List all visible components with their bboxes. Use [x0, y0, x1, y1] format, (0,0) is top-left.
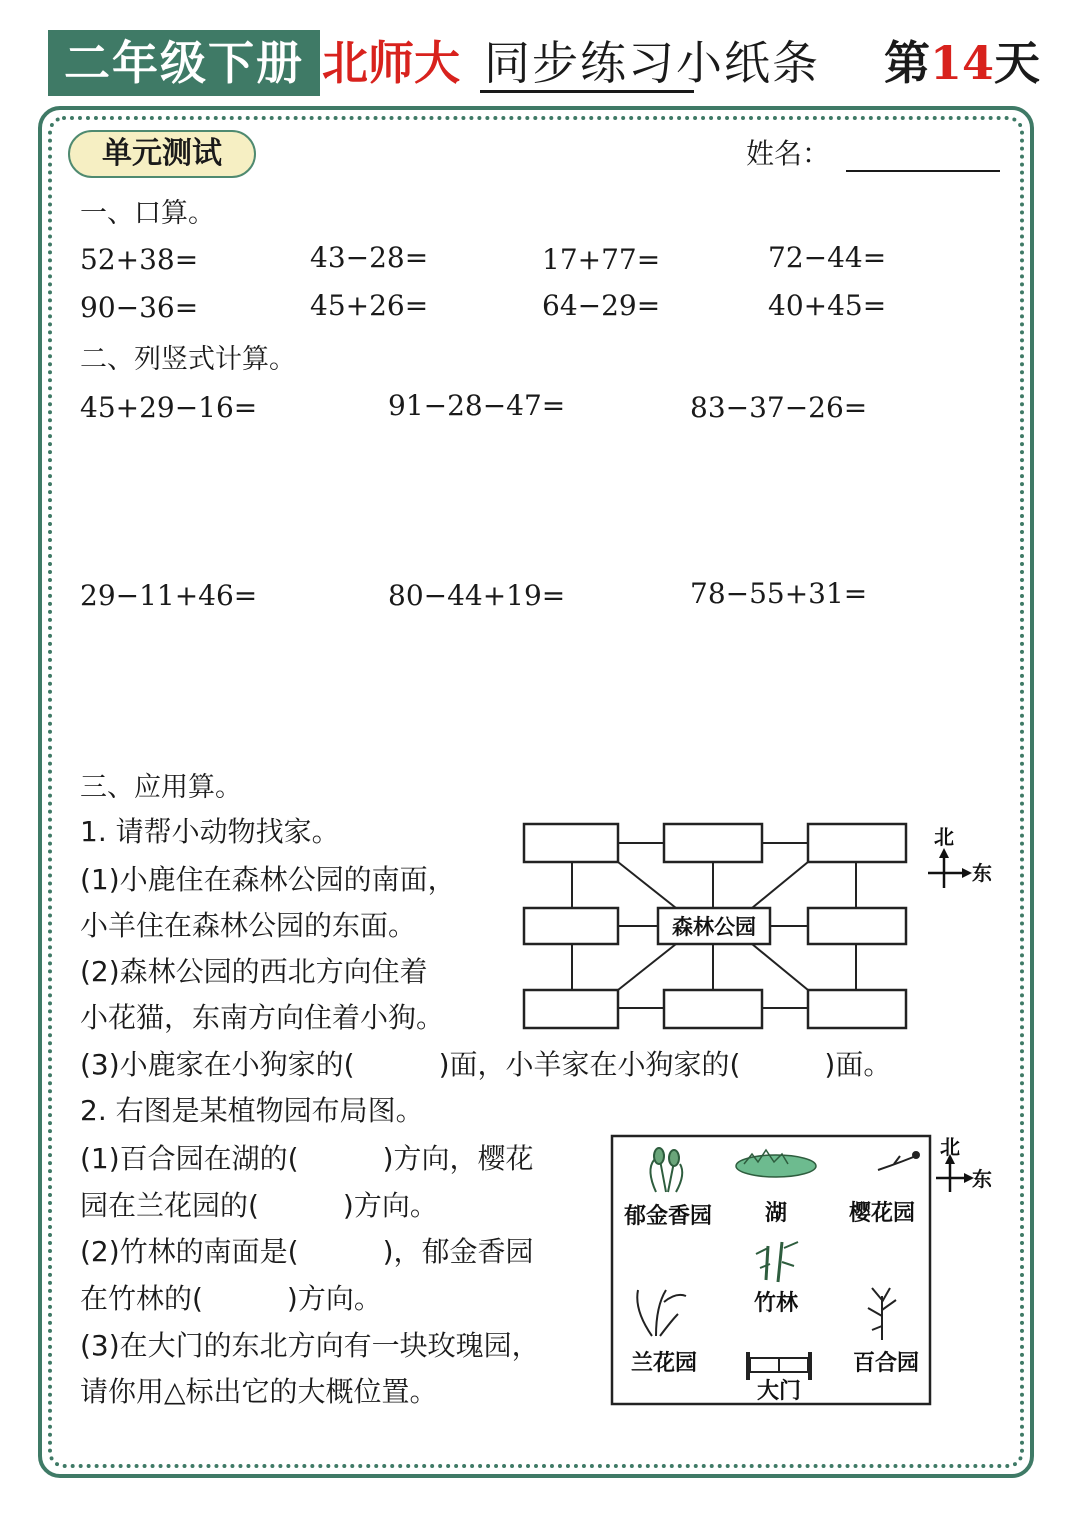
q2-line: (1)百合园在湖的( )方向，樱花 — [80, 1142, 534, 1175]
header-day — [884, 30, 1040, 96]
home-box-west — [524, 908, 618, 944]
compass-east-label: 东 — [972, 1167, 992, 1191]
header-press: 北师大 — [322, 36, 460, 90]
header-grade-banner: 二年级下册 — [48, 30, 320, 96]
compass-icon — [936, 1154, 974, 1192]
home-box-south — [664, 990, 762, 1028]
compass-icon — [928, 848, 972, 888]
compass-east-label: 东 — [972, 861, 992, 885]
lake-label: 湖 — [764, 1200, 788, 1226]
cherry-garden-label: 樱花园 — [848, 1200, 916, 1226]
oral-calc-item: 40+45= — [768, 289, 887, 322]
vertical-calc-item: 78−55+31= — [690, 577, 868, 610]
q1-line: 小羊住在森林公园的东面。 — [80, 909, 417, 942]
name-label: 姓名： — [746, 137, 831, 170]
header-title-underline — [480, 90, 694, 93]
orchid-garden-label: 兰花园 — [630, 1350, 698, 1376]
q1-line: (3)小鹿家在小狗家的( )面，小羊家在小狗家的( )面。 — [80, 1048, 892, 1081]
oral-calc-item: 45+26= — [310, 289, 429, 322]
section1-title: 一、口算。 — [80, 198, 215, 229]
day-suffix: 天 — [994, 36, 1041, 90]
q1-line: 小花猫，东南方向住着小狗。 — [80, 1001, 445, 1034]
q2-line: 请你用△标出它的大概位置。 — [80, 1375, 438, 1408]
q2-line: 在竹林的( )方向。 — [80, 1282, 382, 1315]
botanical-garden-map — [606, 1130, 1006, 1410]
oral-calc-item: 72−44= — [768, 241, 887, 274]
animal-home-diagram — [516, 816, 996, 1036]
q1-title: 1. 请帮小动物找家。 — [80, 815, 340, 848]
name-input-line[interactable] — [846, 170, 1000, 172]
oral-calc-item: 17+77= — [542, 243, 661, 276]
q2-line: (3)在大门的东北方向有一块玫瑰园， — [80, 1329, 540, 1362]
diagonal-line — [752, 862, 808, 908]
section2-title: 二、列竖式计算。 — [80, 344, 296, 375]
header-title: 同步练习小纸条 — [484, 36, 820, 90]
compass-north-label: 北 — [940, 1135, 960, 1159]
home-box-east — [808, 908, 906, 944]
day-number: 14 — [930, 36, 995, 90]
gate-label: 大门 — [756, 1378, 802, 1404]
vertical-calc-item: 83−37−26= — [690, 391, 868, 424]
oral-calc-item: 43−28= — [310, 241, 429, 274]
q2-line: 园在兰花园的( )方向。 — [80, 1189, 438, 1222]
diagonal-line — [618, 944, 676, 990]
unit-test-badge: 单元测试 — [68, 130, 256, 178]
home-box-southeast — [808, 990, 906, 1028]
lily-garden-label: 百合园 — [852, 1350, 920, 1376]
forest-park-label: 森林公园 — [672, 914, 756, 939]
home-box-northwest — [524, 824, 618, 862]
vertical-calc-item: 45+29−16= — [80, 391, 258, 424]
section3-title: 三、应用算。 — [80, 772, 242, 803]
tulip-garden-label: 郁金香园 — [623, 1203, 713, 1229]
oral-calc-item: 90−36= — [80, 291, 199, 324]
q1-line: (2)森林公园的西北方向住着 — [80, 955, 428, 988]
oral-calc-item: 64−29= — [542, 289, 661, 322]
q2-title: 2. 右图是某植物园布局图。 — [80, 1094, 424, 1127]
compass-north-label: 北 — [934, 825, 954, 849]
q2-line: (2)竹林的南面是( )，郁金香园 — [80, 1235, 534, 1268]
vertical-calc-item: 80−44+19= — [388, 579, 566, 612]
bamboo-grove-label: 竹林 — [753, 1290, 799, 1316]
home-box-southwest — [524, 990, 618, 1028]
vertical-calc-item: 29−11+46= — [80, 579, 258, 612]
diagonal-line — [618, 862, 676, 908]
oral-calc-item: 52+38= — [80, 243, 199, 276]
home-box-northeast — [808, 824, 906, 862]
day-prefix: 第 — [884, 36, 930, 90]
q1-line: (1)小鹿住在森林公园的南面， — [80, 863, 456, 896]
vertical-calc-item: 91−28−47= — [388, 389, 566, 422]
home-box-north — [664, 824, 762, 862]
diagonal-line — [752, 944, 808, 990]
